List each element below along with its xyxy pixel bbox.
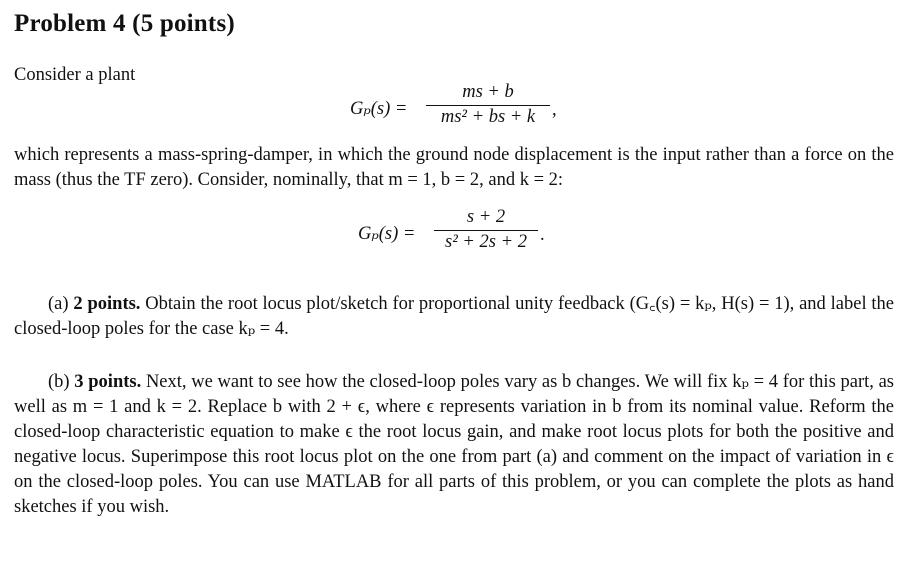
fraction-denominator: ms² + bs + k: [440, 107, 536, 127]
part-b-label: (b): [48, 372, 70, 392]
plant-equation-general: [0, 80, 922, 140]
system-description: which represents a mass-spring-damper, in which the ground node displacement is the input rather than a force on the mass (thus the TF zero). Consider, nominally, that m = 1, b = 2, and k = 2:: [14, 145, 894, 190]
part-a-label: (a): [48, 294, 69, 314]
fraction-numerator: ms + b: [462, 82, 514, 102]
plant-equation-nominal: [0, 205, 922, 265]
equation-punctuation: ,: [552, 100, 557, 120]
part-a-text: Obtain the root locus plot/sketch for proportional unity feedback (G꜀(s) = kₚ, H(s) = 1), and label the closed-loop poles for the case kₚ = 4.: [14, 294, 895, 339]
fraction-denominator: s² + 2s + 2: [445, 232, 527, 252]
equation-punctuation: .: [540, 225, 545, 245]
part-b-points: 3 points.: [74, 372, 142, 392]
equation-lhs: Gₚ(s) =: [350, 99, 408, 119]
intro-text: Consider a plant: [14, 65, 136, 85]
equation-lhs: Gₚ(s) =: [358, 224, 416, 244]
part-a-points: 2 points.: [73, 294, 141, 314]
fraction-numerator: s + 2: [466, 207, 506, 227]
problem-title: Problem 4 (5 points): [14, 10, 235, 37]
part-b: [14, 370, 894, 520]
transfer-function-fraction: [434, 207, 538, 253]
transfer-function-fraction: [426, 82, 550, 128]
part-b-text: Next, we want to see how the closed-loop poles vary as b changes. We will fix kₚ = 4 for this part, as well as m = 1 and k = 2. Replace b with 2 + ϵ, where ϵ represents variation in b from its nominal value. Reform the closed-loop characteristic equation to make ϵ the root locus gain, and make root locus plots for both the positive and negative locus. Superimpose this root locus plot on the one from part (a) and comment on the impact of variation in ϵ on the closed-loop poles. You can use MATLAB for all parts of this problem, or you can complete the plots as hand sketches if you wish.: [14, 372, 895, 517]
part-a: [14, 292, 894, 342]
